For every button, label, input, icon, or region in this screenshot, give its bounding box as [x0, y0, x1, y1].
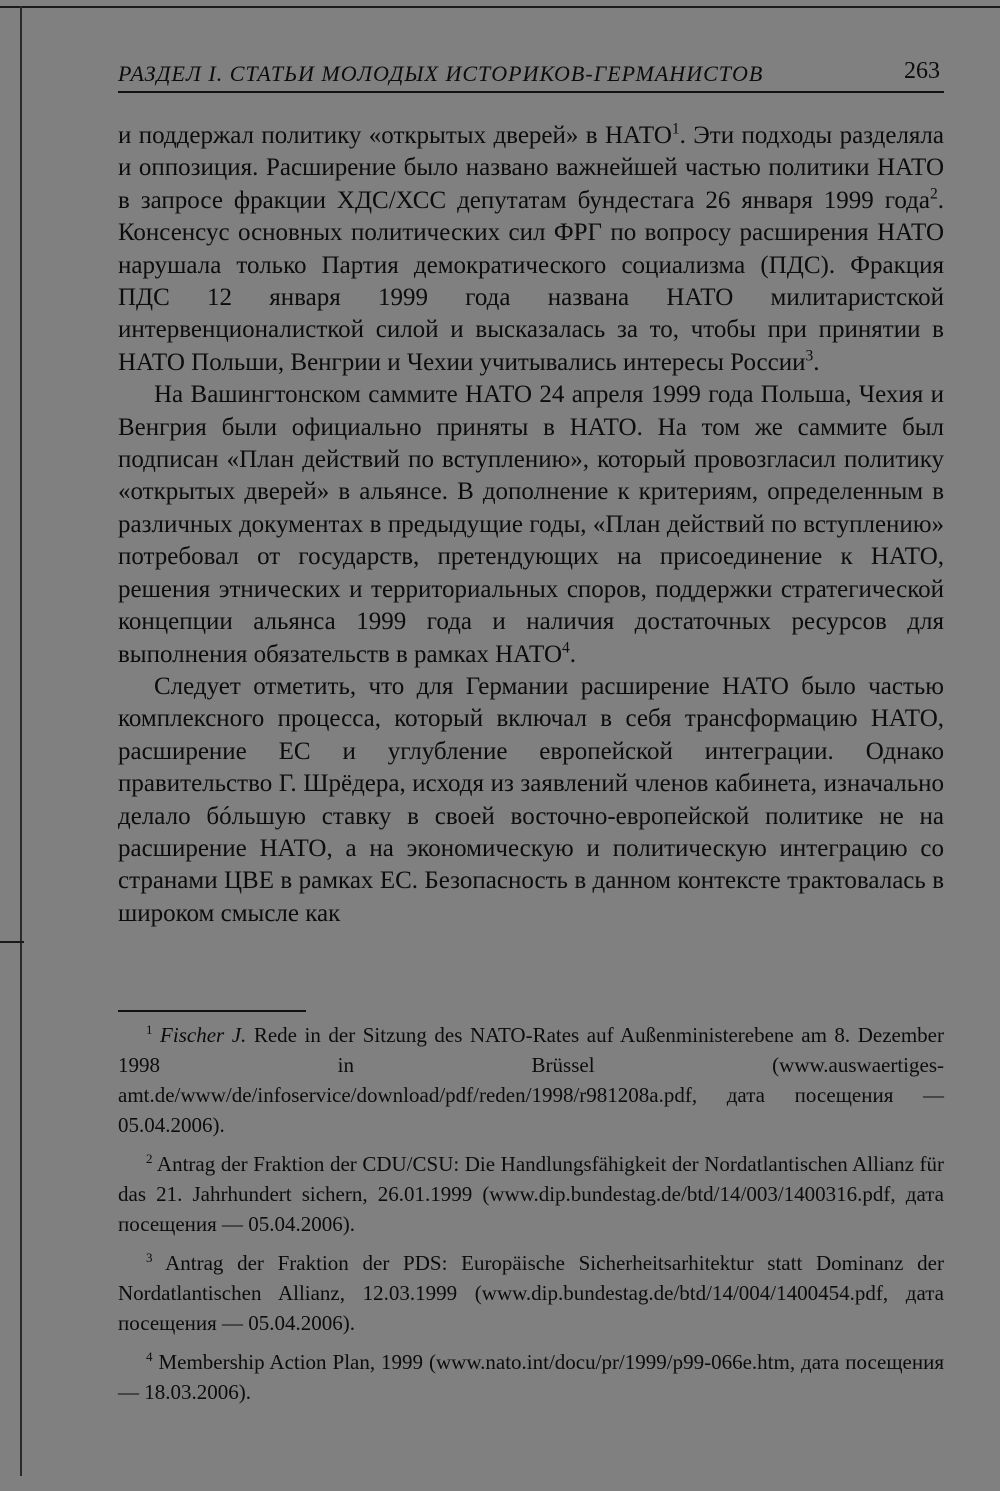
footnote-1	[118, 1020, 944, 1140]
footnote-author: Fischer J.	[160, 1023, 247, 1047]
paragraph-2	[118, 379, 944, 671]
footnote-number: 4	[146, 1349, 153, 1365]
page-number: 263	[904, 58, 940, 84]
footnote-3	[118, 1248, 944, 1338]
text-run: .	[813, 348, 820, 376]
text-run: Следует отметить, что для Германии расширение НАТО было частью комплексного процесса, который включал в себя трансформацию НАТО, расширение ЕС и углубление европейской интеграции. Однако правительство Г. Шрёдера, исходя из заявлений членов кабинета, изначально делало бóльшую ставку в своей восточно-европейской политике не на расширение НАТО, а на экономическую и политическую интеграцию со странами ЦВЕ в рамках ЕС. Безопасность в данном контексте трактовалась в широком смысле как	[118, 672, 944, 927]
paragraph-1	[118, 120, 944, 379]
footnote-number: 2	[146, 1151, 153, 1167]
footnote-text: Antrag der Fraktion der PDS: Europäische Sicherheitsarhitektur statt Dominanz der Nordatlantischen Allianz, 12.03.1999 (www.dip.bundestag.de/btd/14/004/1400454.pdf, дата посещения — 05.04.2006).	[118, 1251, 944, 1335]
footnote-text: Membership Action Plan, 1999 (www.nato.int/docu/pr/1999/p99-066e.htm, дата посещения — 18.03.2006).	[118, 1350, 944, 1404]
section-title: РАЗДЕЛ I. СТАТЬИ МОЛОДЫХ ИСТОРИКОВ-ГЕРМАНИСТОВ	[118, 61, 764, 86]
footnote-2	[118, 1149, 944, 1239]
footnote-4	[118, 1347, 944, 1407]
footnote-text: Rede in der Sitzung des NATO-Rates auf Außenministerebene am 8. Dezember 1998 in Brüssel (www.auswaertiges-amt.de/www/de/infoservice/download/pdf/reden/1998/r981208a.pdf, дата посещения — 05.04.2006).	[118, 1023, 944, 1137]
text-run: и поддержал политику «открытых дверей» в НАТО	[118, 122, 672, 149]
footnote-text: Antrag der Fraktion der CDU/CSU: Die Handlungsfähigkeit der Nordatlantischen Allianz für das 21. Jahrhundert sichern, 26.01.1999 (www.dip.bundestag.de/btd/14/003/1400316.pdf, дата посещения — 05.04.2006).	[118, 1152, 944, 1236]
footnote-ref: 1	[671, 120, 680, 138]
text-run: На Вашингтонском саммите НАТО 24 апреля 1999 года Польша, Чехия и Венгрия были официально приняты в НАТО. На том же саммите был подписан «План действий по вступлению», который провозгласил политику «открытых дверей» в альянсе. В дополнение к критериям, определенным в различных документах в предыдущие годы, «План действий по вступлению» потребовал от государств, претендующих на присоединение к НАТО, решения этнических и территориальных споров, поддержки стратегической концепции альянса 1999 года и наличия достаточных ресурсов для выполнения обязательств в рамках НАТО	[118, 381, 944, 668]
footnote-separator	[118, 1010, 306, 1012]
footnote-ref: 2	[930, 185, 938, 203]
page-top-edge	[0, 0, 1000, 8]
text-run: .	[569, 640, 576, 668]
paragraph-3	[118, 671, 944, 930]
binding-edge-line	[20, 6, 22, 1476]
text-run: . Консенсус основных политических сил ФРГ по вопросу расширения НАТО нарушала только Партия демократического социализма (ПДС). Фракция ПДС 12 января 1999 года названа НАТО милитаристской интервенционалисткой силой и высказалась за то, чтобы при принятии в НАТО Польши, Венгрии и Чехии учитывались интересы России	[118, 186, 944, 376]
footnote-ref: 4	[562, 639, 570, 657]
footnotes	[118, 1020, 944, 1416]
running-header	[118, 55, 944, 93]
footnote-number: 3	[146, 1250, 153, 1266]
footnote-number: 1	[146, 1022, 153, 1038]
main-text	[118, 120, 944, 930]
binding-edge-tick	[0, 941, 24, 943]
text-run: . Эти подходы разделяла и оппозиция. Расширение было названо важнейшей частью политики НАТО в запросе фракции ХДС/ХСС депутатам бундестага 26 января 1999 года	[118, 122, 944, 214]
footnote-ref: 3	[805, 347, 814, 365]
